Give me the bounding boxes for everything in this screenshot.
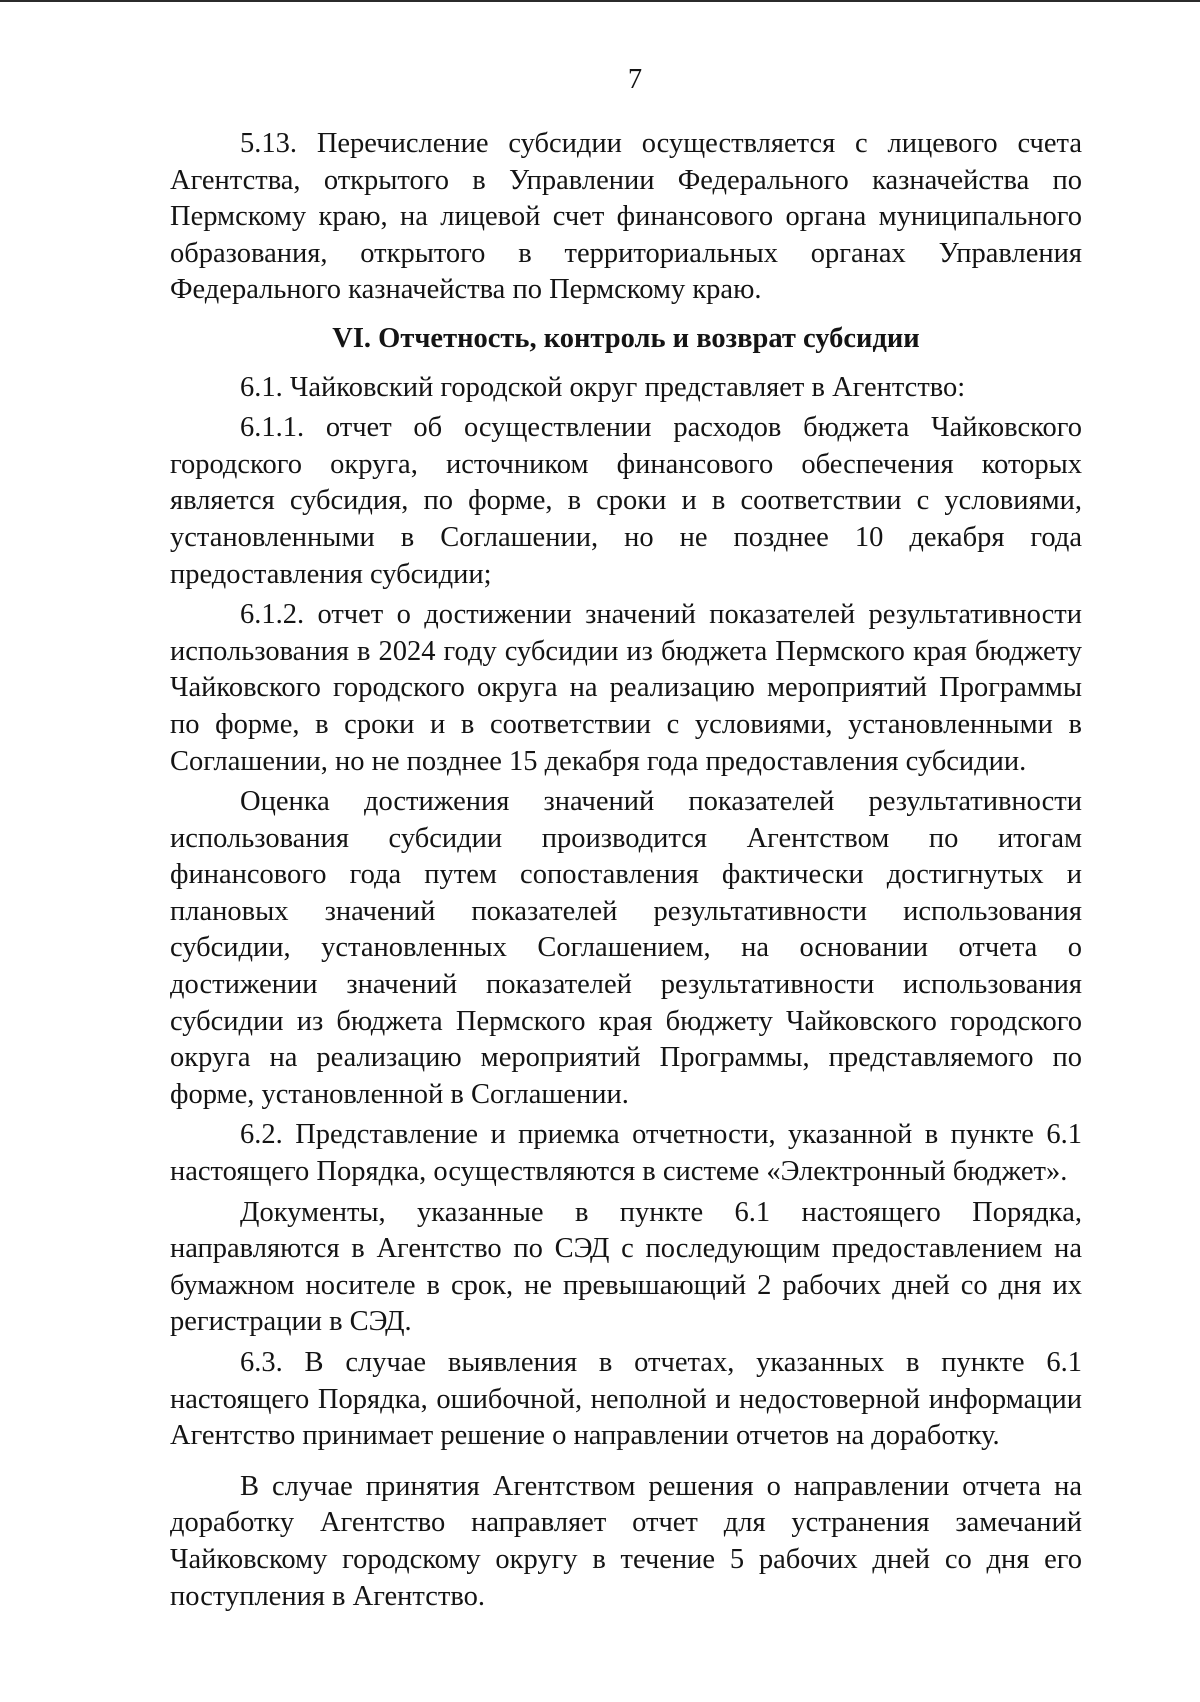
scan-top-edge	[0, 0, 1200, 2]
document-page	[170, 62, 1082, 1615]
paragraph-documents: Документы, указанные в пункте 6.1 настоящего Порядка, направляются в Агентство по СЭД с последующим предоставлением на бумажном носителе в срок, не превышающий 2 рабочих дней со дня их регистрации в СЭД.	[170, 1196, 1082, 1338]
paragraph-return-for-revision: В случае принятия Агентством решения о направлении отчета на доработку Агентство направляет отчет для устранения замечаний Чайковскому городскому округу в течение 5 рабочих дней со дня его поступления в Агентство.	[170, 1470, 1082, 1612]
paragraph-5-13: 5.13. Перечисление субсидии осуществляется с лицевого счета Агентства, открытого в Управлении Федерального казначейства по Пермскому краю, на лицевой счет финансового органа муниципального образования, открытого в территориальных органах Управления Федерального казначейства по Пермскому краю.	[170, 128, 1082, 306]
paragraph-6-1-2: 6.1.2. отчет о достижении значений показателей результативности использования в 2024 году субсидии из бюджета Пермского края бюджету Чайковского городского округа на реализацию мероприятий Программы по форме, в сроки и в соответствии с условиями, установленными в Соглашении, но не позднее 15 декабря года предоставления субсидии.	[170, 599, 1082, 777]
paragraph-6-1: 6.1. Чайковский городской округ представляет в Агентство:	[240, 371, 966, 403]
paragraph-6-2: 6.2. Представление и приемка отчетности, указанной в пункте 6.1 настоящего Порядка, осуществляются в системе «Электронный бюджет».	[170, 1119, 1082, 1188]
paragraph-assessment: Оценка достижения значений показателей результативности использования субсидии производится Агентством по итогам финансового года путем сопоставления фактически достигнутых и плановых значений показателей результативности использования субсидии, установленных Соглашением, на основании отчета о достижении значений показателей результативности использования субсидии из бюджета Пермского края бюджету Чайковского городского округа на реализацию мероприятий Программы, представляемого по форме, установленной в Соглашении.	[170, 786, 1082, 1110]
paragraph-6-1-1: 6.1.1. отчет об осуществлении расходов бюджета Чайковского городского округа, источником финансового обеспечения которых является субсидия, по форме, в сроки и в соответствии с условиями, установленными в Соглашении, но не позднее 10 декабря года предоставления субсидии;	[170, 412, 1082, 590]
section-heading-6: VI. Отчетность, контроль и возврат субсидии	[332, 322, 920, 354]
page-number: 7	[627, 64, 643, 95]
paragraph-6-3: 6.3. В случае выявления в отчетах, указанных в пункте 6.1 настоящего Порядка, ошибочной, неполной и недостоверной информации Агентство принимает решение о направлении отчетов на доработку.	[170, 1347, 1082, 1452]
